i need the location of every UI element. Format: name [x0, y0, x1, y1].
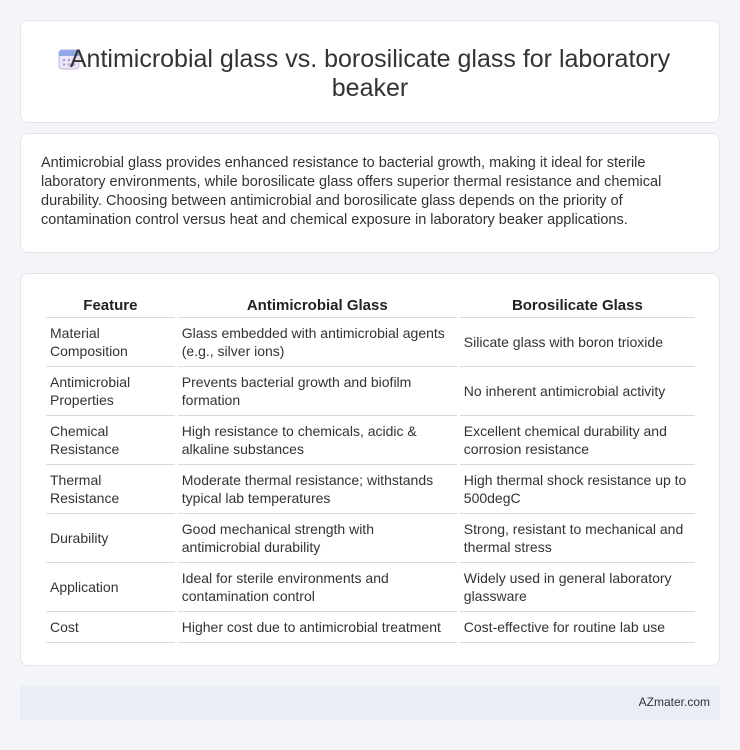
feature-cell: Durability	[46, 514, 175, 563]
feature-cell: Material Composition	[46, 318, 175, 367]
antimicrobial-cell: Glass embedded with antimicrobial agents (e.g., silver ions)	[178, 318, 457, 367]
title-card	[20, 20, 720, 123]
antimicrobial-cell: Good mechanical strength with antimicrobial durability	[178, 514, 457, 563]
feature-cell: Cost	[46, 612, 175, 643]
borosilicate-cell: No inherent antimicrobial activity	[460, 367, 695, 416]
antimicrobial-cell: Ideal for sterile environments and contamination control	[178, 563, 457, 612]
borosilicate-cell: Excellent chemical durability and corrosion resistance	[460, 416, 695, 465]
comparison-table	[43, 296, 698, 643]
antimicrobial-cell: Prevents bacterial growth and biofilm formation	[178, 367, 457, 416]
header-feature: Feature	[46, 296, 175, 318]
borosilicate-cell: Silicate glass with boron trioxide	[460, 318, 695, 367]
feature-cell: Antimicrobial Properties	[46, 367, 175, 416]
feature-cell: Thermal Resistance	[46, 465, 175, 514]
table-row	[46, 514, 695, 563]
table-row	[46, 318, 695, 367]
antimicrobial-cell: Moderate thermal resistance; withstands typical lab temperatures	[178, 465, 457, 514]
header-borosilicate: Borosilicate Glass	[460, 296, 695, 318]
table-row	[46, 465, 695, 514]
borosilicate-cell: Strong, resistant to mechanical and thermal stress	[460, 514, 695, 563]
borosilicate-cell: High thermal shock resistance up to 500degC	[460, 465, 695, 514]
footer-brand: AZmater.com	[638, 695, 710, 709]
borosilicate-cell: Cost-effective for routine lab use	[460, 612, 695, 643]
antimicrobial-cell: High resistance to chemicals, acidic & alkaline substances	[178, 416, 457, 465]
summary-card	[20, 133, 720, 253]
feature-cell: Application	[46, 563, 175, 612]
summary-text: Antimicrobial glass provides enhanced resistance to bacterial growth, making it ideal for sterile laboratory environments, while borosilicate glass offers superior thermal resistance and chemical durability. Choosing between antimicrobial and borosilicate glass depends on the priority of contamination control versus heat and chemical exposure in laboratory beaker applications.	[41, 155, 662, 228]
table-row	[46, 612, 695, 643]
header-antimicrobial: Antimicrobial Glass	[178, 296, 457, 318]
borosilicate-cell: Widely used in general laboratory glassware	[460, 563, 695, 612]
comparison-card	[20, 273, 720, 666]
antimicrobial-cell: Higher cost due to antimicrobial treatment	[178, 612, 457, 643]
table-header-row	[46, 296, 695, 318]
table-row	[46, 416, 695, 465]
footer-bar	[20, 686, 720, 720]
page-title: Antimicrobial glass vs. borosilicate glass for laboratory beaker	[69, 45, 671, 102]
table-row	[46, 367, 695, 416]
table-row	[46, 563, 695, 612]
feature-cell: Chemical Resistance	[46, 416, 175, 465]
